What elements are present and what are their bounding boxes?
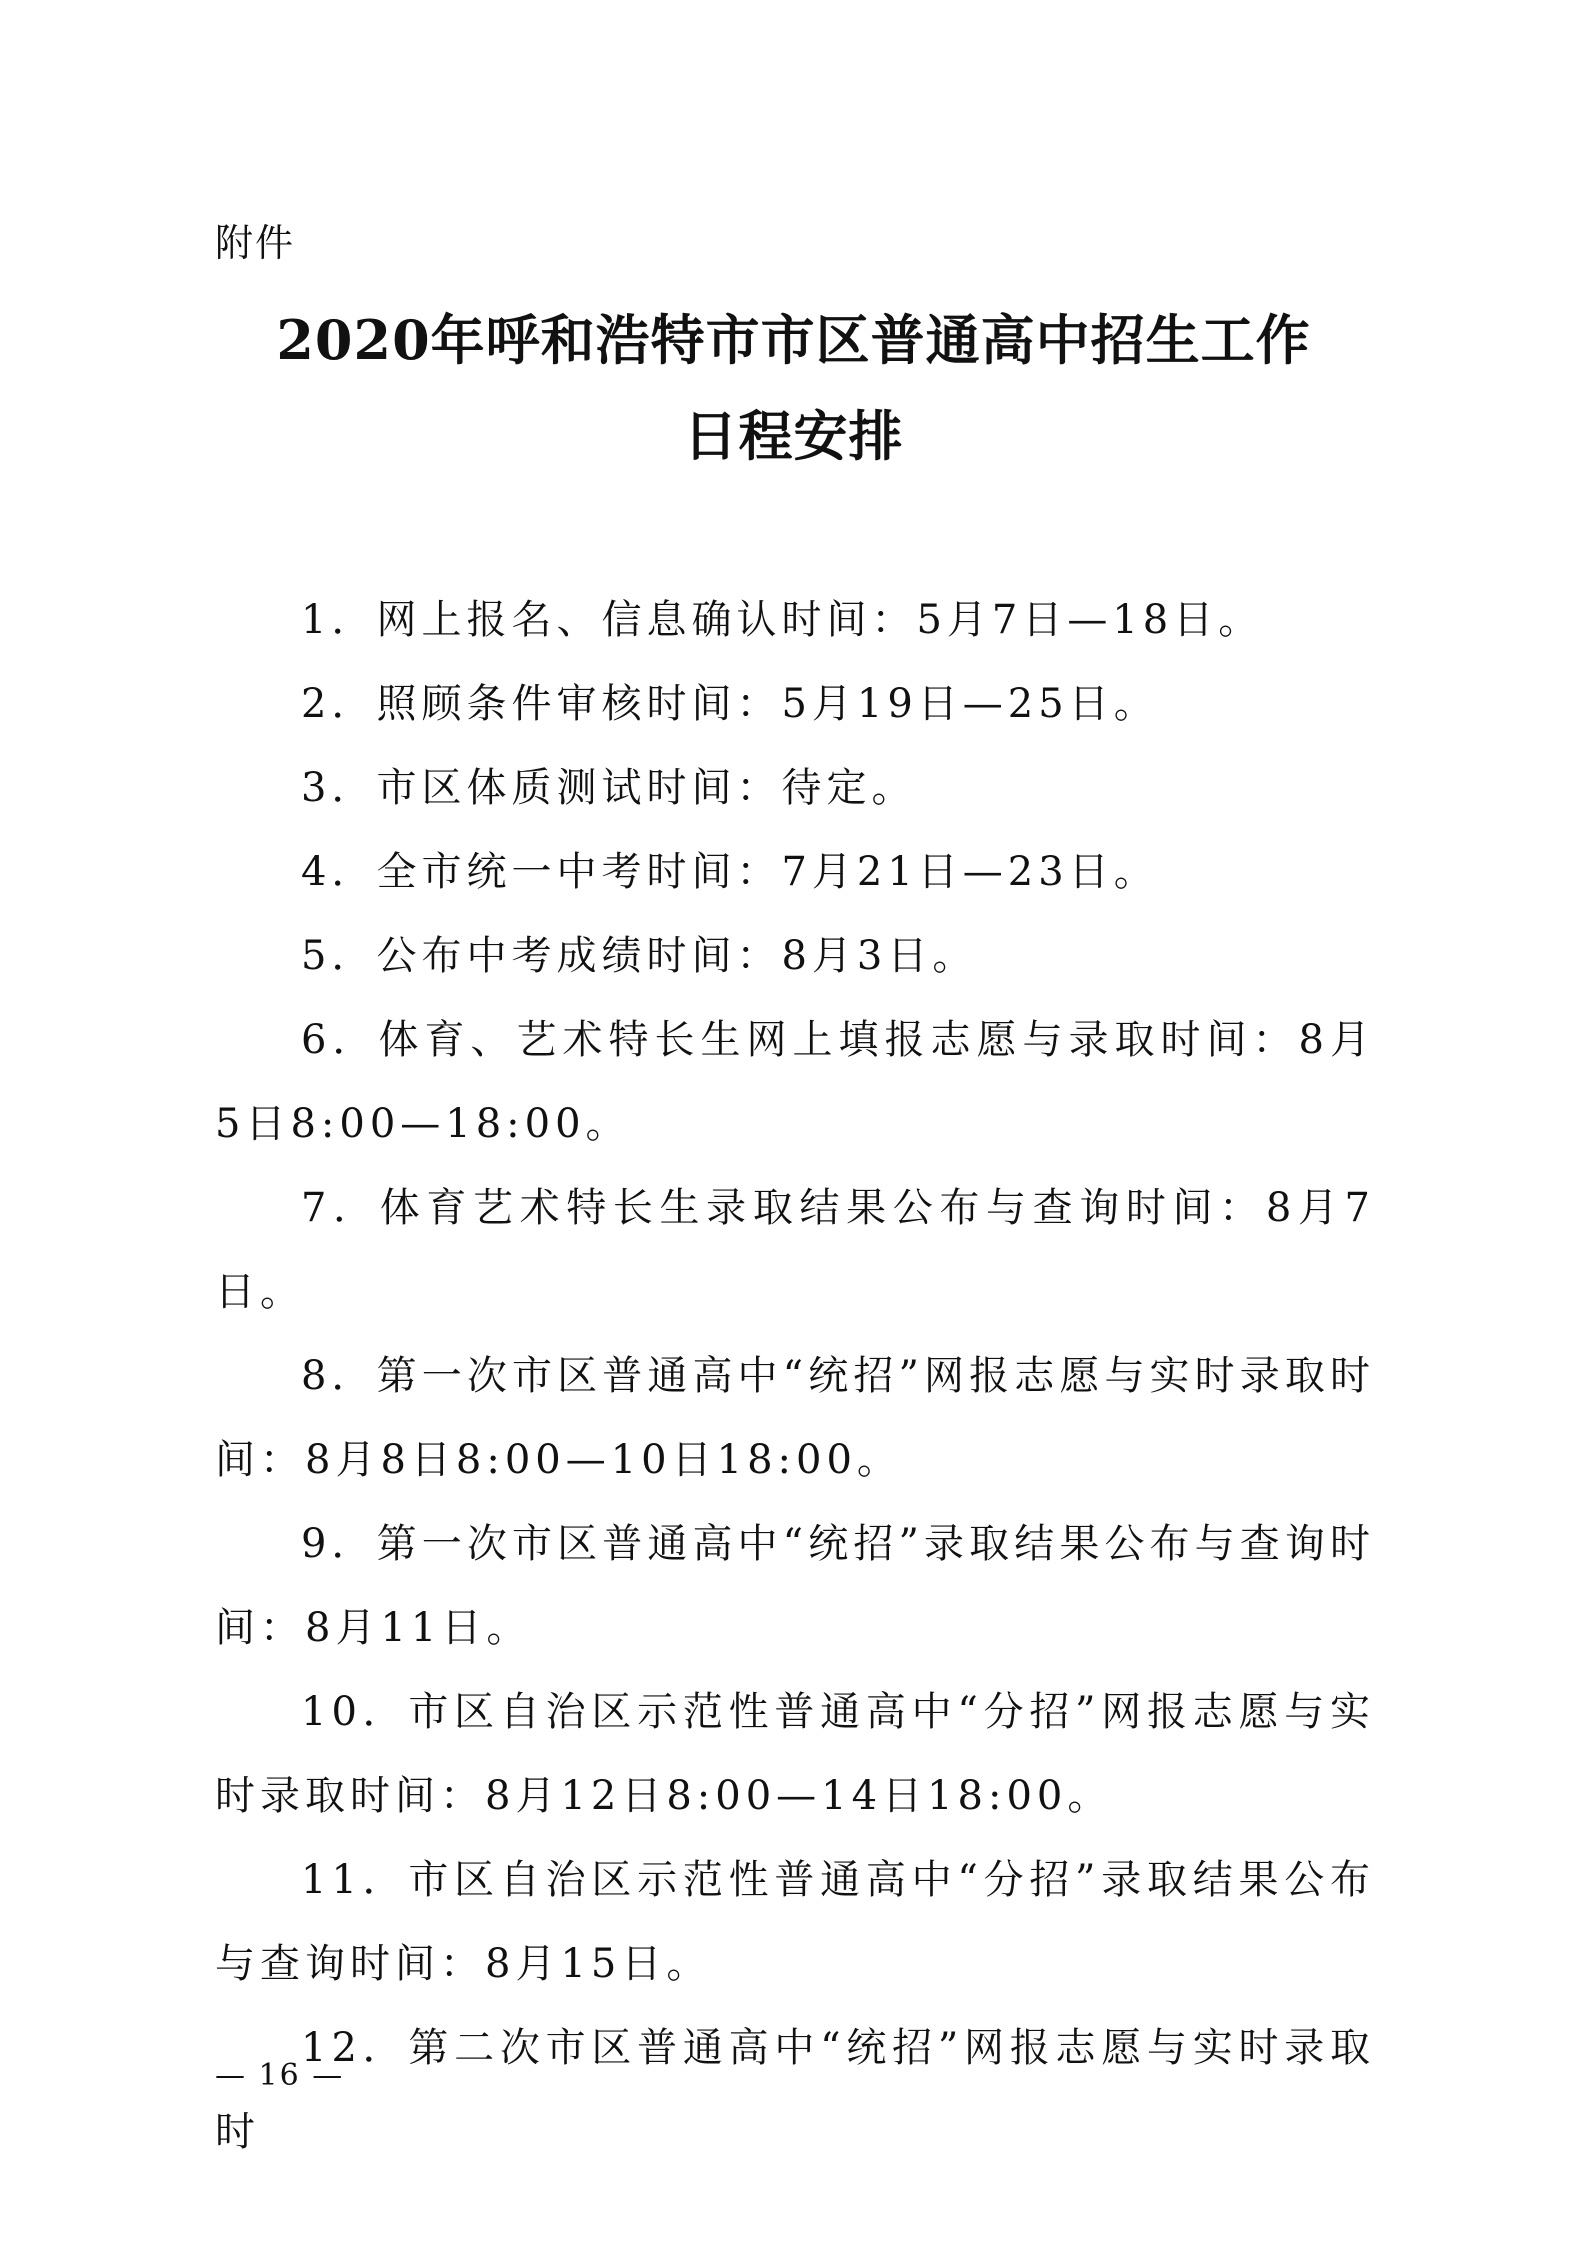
document-title-line-2: 日程安排 [683,404,904,468]
schedule-item-11: 11．市区自治区示范性普通高中“分招”录取结果公布与查询时间：8月15日。 [215,1857,1375,1987]
schedule-list [215,578,1375,2174]
schedule-item-1: 1．网上报名、信息确认时间：5月7日—18日。 [301,597,1264,643]
schedule-item-8: 8．第一次市区普通高中“统招”网报志愿与实时录取时间：8月8日8:00—10日18:00。 [215,1353,1375,1483]
schedule-item-2: 2．照顾条件审核时间：5月19日—25日。 [301,681,1159,727]
schedule-item-3: 3．市区体质测试时间：待定。 [301,765,917,811]
schedule-item-10: 10．市区自治区示范性普通高中“分招”网报志愿与实时录取时间：8月12日8:00—14日18:00。 [215,1689,1375,1819]
schedule-item-12: 12．第二次市区普通高中“统招”网报志愿与实时录取时 [215,2025,1375,2155]
document-title-line-1: 2020年呼和浩特市市区普通高中招生工作 [276,308,1311,372]
schedule-item-6: 6．体育、艺术特长生网上填报志愿与录取时间：8月5日8:00—18:00。 [215,1017,1375,1147]
attachment-label: 附件 [215,221,296,265]
schedule-item-7: 7．体育艺术特长生录取结果公布与查询时间：8月7日。 [215,1185,1375,1315]
schedule-item-9: 9．第一次市区普通高中“统招”录取结果公布与查询时间：8月11日。 [215,1521,1375,1651]
schedule-item-5: 5．公布中考成绩时间：8月3日。 [301,933,978,979]
page-number: — 16 — [215,2058,345,2093]
schedule-item-4: 4．全市统一中考时间：7月21日—23日。 [301,849,1159,895]
